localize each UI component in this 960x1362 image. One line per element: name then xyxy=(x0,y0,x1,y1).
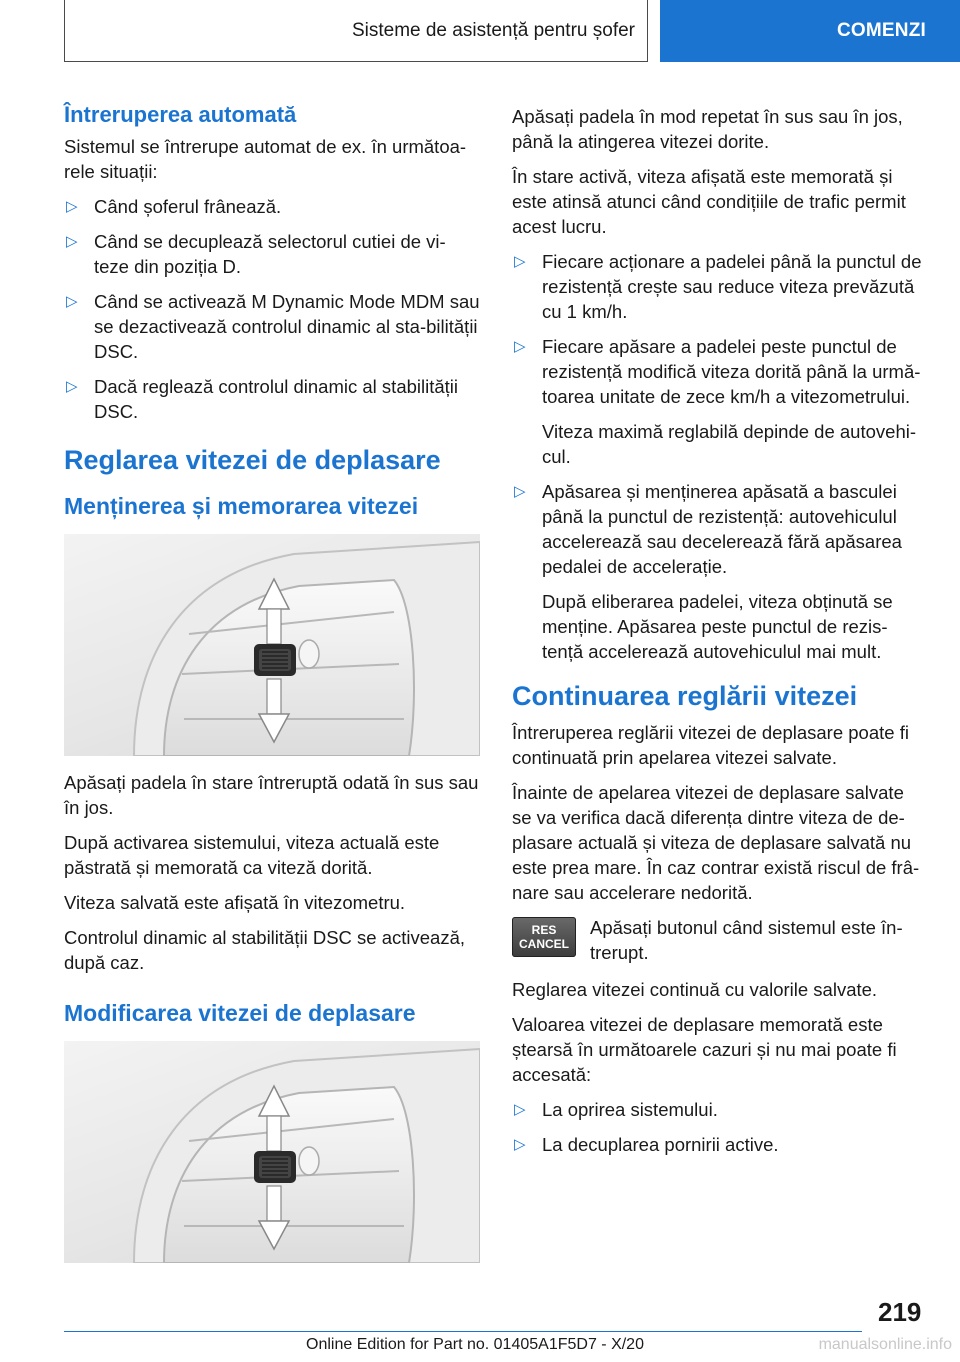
section-title: Sisteme de asistență pentru șofer xyxy=(64,0,648,62)
auto-interrupt-list xyxy=(64,194,480,424)
heading-automatic-interruption: Întreruperea automată xyxy=(64,102,297,127)
triangle-bullet-icon: ▷ xyxy=(514,1136,526,1153)
paragraph: Reglarea vitezei continuă cu valorile salvate. xyxy=(512,979,878,1000)
triangle-bullet-icon: ▷ xyxy=(66,198,78,215)
res-cancel-instruction xyxy=(512,915,928,965)
list-item: ▷ Când se decuplează selectorul cutiei de vi-teze din poziția D. xyxy=(66,231,446,277)
triangle-bullet-icon: ▷ xyxy=(514,338,526,355)
edition-text: Online Edition for Part no. 01405A1F5D7 - X/20 xyxy=(306,1336,644,1353)
chapter-tab[interactable]: COMENZI xyxy=(660,0,960,62)
list-item: ▷ Apăsarea și menținerea apăsată a basculei până la punctul de rezistență: autovehiculul accelerează sau decelerează fără apăsarea pedalei de accelerație. După eliberarea padelei, viteza obținută se menține. Apăsarea peste punctul de rezis-tență accelerează autovehiculul mai mult. xyxy=(512,479,928,664)
steering-wheel-rocker-illustration-2 xyxy=(64,1041,480,1263)
triangle-bullet-icon: ▷ xyxy=(514,253,526,270)
triangle-bullet-icon: ▷ xyxy=(514,1101,526,1118)
footer-divider xyxy=(64,1331,862,1332)
paragraph: Viteza salvată este afișată în vitezometru. xyxy=(64,892,406,913)
list-item-continuation: După eliberarea padelei, viteza obținută se menține. Apăsarea peste punctul de rezis-tență accelerează autovehiculul mai mult. xyxy=(542,591,893,662)
triangle-bullet-icon: ▷ xyxy=(514,483,526,500)
list-item: ▷ Când se activează M Dynamic Mode MDM sau se dezactivează controlul dinamic al sta-bilității DSC. xyxy=(66,291,480,362)
triangle-bullet-icon: ▷ xyxy=(66,293,78,310)
heading-speed-control: Reglarea vitezei de deplasare xyxy=(64,445,441,475)
page-number: 219 xyxy=(878,1297,922,1327)
erase-conditions-list xyxy=(512,1097,928,1157)
heading-maintain-store-speed: Menținerea și memorarea vitezei xyxy=(64,493,419,519)
page-header xyxy=(64,0,960,64)
paragraph: Apăsați padela în stare întreruptă odată în sus sau în jos. xyxy=(64,772,479,818)
triangle-bullet-icon: ▷ xyxy=(66,233,78,250)
paragraph: Sistemul se întrerupe automat de ex. în următoa-rele situații: xyxy=(64,136,467,182)
paragraph: Valoarea vitezei de deplasare memorată este ștearsă în următoarele cazuri și nu mai poate fi accesată: xyxy=(512,1014,897,1085)
left-column xyxy=(64,100,480,1277)
paragraph: Înainte de apelarea vitezei de deplasare salvate se va verifica dacă diferența dintre viteza de de-plasare actuală și viteza de deplasare salvată nu este prea mare. În caz contrar există riscul de frâ-nare sau accelerare nedorită. xyxy=(512,782,920,903)
list-item: ▷ Fiecare apăsare a padelei peste punctul de rezistență modifică viteza dorită până la urmă-toarea unitate de zece km/h a vitezometrului. Viteza maximă reglabilă depinde de autovehi-cul. xyxy=(512,334,928,469)
heading-resume-speed: Continuarea reglării vitezei xyxy=(512,681,858,711)
paragraph: După activarea sistemului, viteza actuală este păstrată și memorată ca viteză dorită. xyxy=(64,832,440,878)
list-item: ▷ Fiecare acționare a padelei până la punctul de rezistență crește sau reduce viteza prevăzută cu 1 km/h. xyxy=(514,251,922,322)
paragraph: Apăsați butonul când sistemul este în-trerupt. xyxy=(590,917,903,963)
paragraph: Apăsați padela în mod repetat în sus sau în jos, până la atingerea vitezei dorite. xyxy=(512,106,903,152)
paragraph: În stare activă, viteza afișată este memorată și este atinsă atunci când condițiile de trafic permit acest lucru. xyxy=(512,166,906,237)
list-item: ▷ La decuplarea pornirii active. xyxy=(514,1134,779,1155)
paragraph: Întreruperea reglării vitezei de deplasare poate fi continuată prin apelarea vitezei salvate. xyxy=(512,722,909,768)
adjust-speed-list xyxy=(512,249,928,664)
res-cancel-button-icon: RES CANCEL xyxy=(512,917,576,957)
steering-wheel-rocker-illustration xyxy=(64,534,480,756)
paragraph: Controlul dinamic al stabilității DSC se activează, după caz. xyxy=(64,927,466,973)
watermark: manualsonline.info xyxy=(818,1336,952,1353)
list-item: ▷ La oprirea sistemului. xyxy=(514,1099,718,1120)
right-column xyxy=(512,104,928,1169)
list-item: ▷ Când șoferul frânează. xyxy=(66,196,282,217)
triangle-bullet-icon: ▷ xyxy=(66,378,78,395)
list-item: ▷ Dacă reglează controlul dinamic al stabilității DSC. xyxy=(66,376,459,422)
list-item-continuation: Viteza maximă reglabilă depinde de autovehi-cul. xyxy=(542,421,917,467)
heading-change-speed: Modificarea vitezei de deplasare xyxy=(64,1000,416,1026)
